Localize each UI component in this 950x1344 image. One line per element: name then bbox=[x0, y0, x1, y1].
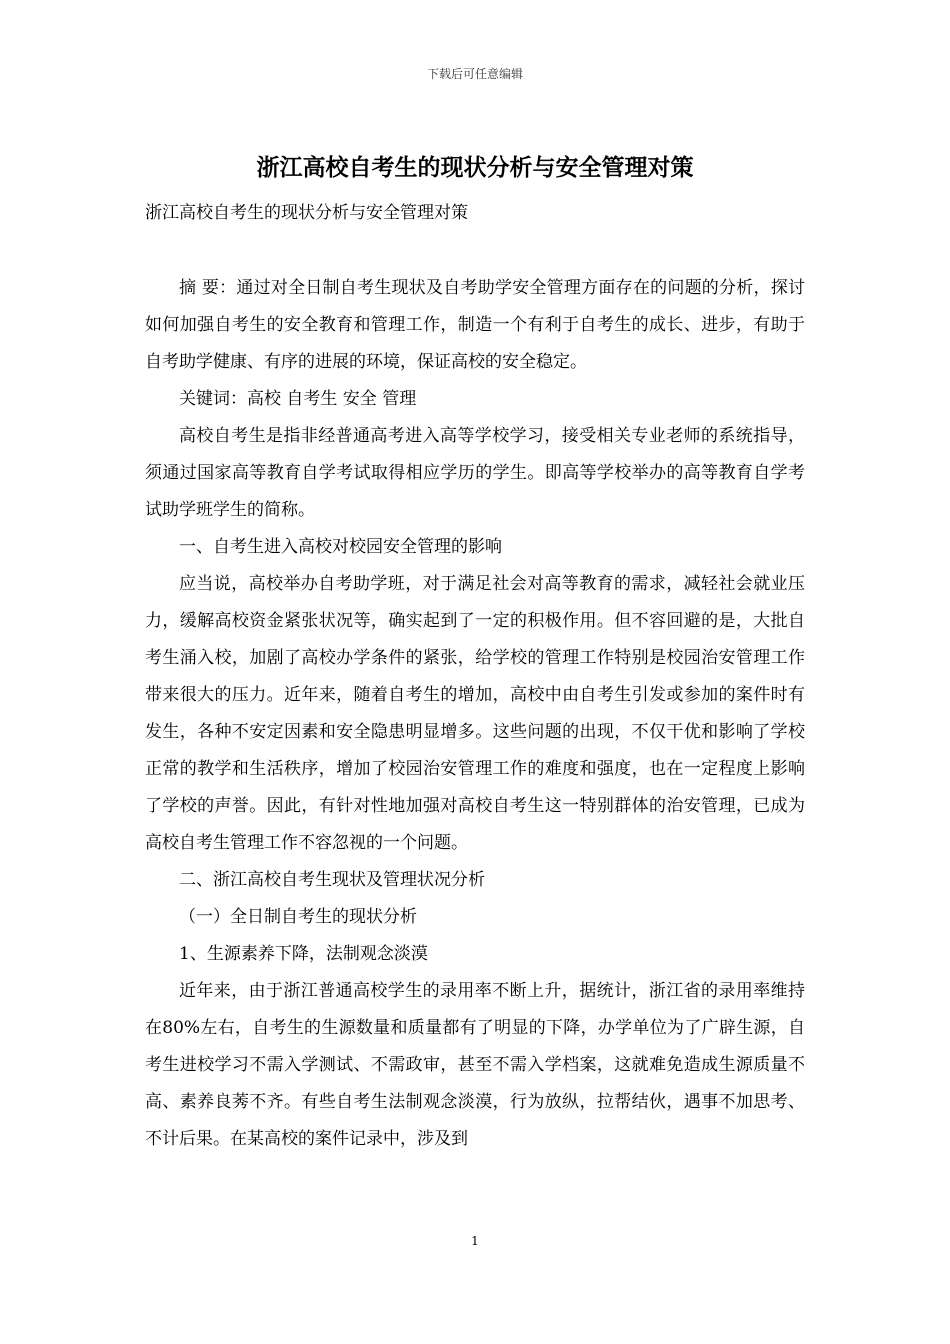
section-heading-2: 二、浙江高校自考生现状及管理状况分析 bbox=[179, 870, 485, 890]
section-heading-1: 一、自考生进入高校对校园安全管理的影响 bbox=[179, 537, 502, 557]
impact-paragraph: 应当说，高校举办自考助学班，对于满足社会对高等教育的需求，减轻社会就业压力，缓解高校资金紧张状况等，确实起到了一定的积极作用。但不容回避的是，大批自考生涌入校，加剧了高校办学条件的紧张，给学校的管理工作特别是校园治安管理工作带来很大的压力。近年来，随着自考生的增加，高校中由自考生引发或参加的案件时有发生，各种不安定因素和安全隐患明显增多。这些问题的出现，不仅干优和影响了学校正常的教学和生活秩序，增加了校园治安管理工作的难度和强度，也在一定程度上影响了学校的声誉。因此，有针对性地加强对高校自考生这一特别群体的治安管理，已成为高校自考生管理工作不容忽视的一个问题。 bbox=[145, 574, 805, 853]
document-body bbox=[145, 270, 805, 1158]
source-quality-paragraph: 近年来，由于浙江普通高校学生的录用率不断上升，据统计，浙江省的录用率维持在80%左右，自考生的生源数量和质量都有了明显的下降，办学单位为了广辟生源，自考生进校学习不需入学测试、不需政审，甚至不需入学档案，这就难免造成生源质量不高、素养良莠不齐。有些自考生法制观念淡漠，行为放纵，拉帮结伙，遇事不加思考、不计后果。在某高校的案件记录中，涉及到 bbox=[145, 981, 805, 1149]
header-note: 下载后可任意编辑 bbox=[426, 67, 523, 81]
point-heading-1: 1、生源素养下降，法制观念淡漠 bbox=[179, 944, 428, 964]
page-number: 1 bbox=[471, 1234, 479, 1248]
document-title: 浙江高校自考生的现状分析与安全管理对策 bbox=[256, 154, 694, 181]
abstract-paragraph: 摘 要：通过对全日制自考生现状及自考助学安全管理方面存在的问题的分析，探讨如何加强自考生的安全教育和管理工作，制造一个有利于自考生的成长、进步，有助于自考助学健康、有序的进展的环境，保证高校的安全稳定。 bbox=[145, 278, 805, 372]
definition-paragraph: 高校自考生是指非经普通高考进入高等学校学习，接受相关专业老师的系统指导，须通过国家高等教育自学考试取得相应学历的学生。即高等学校举办的高等教育自学考试助学班学生的简称。 bbox=[145, 426, 805, 520]
document-subtitle: 浙江高校自考生的现状分析与安全管理对策 bbox=[145, 203, 468, 223]
subsection-heading-1: （一）全日制自考生的现状分析 bbox=[179, 907, 417, 927]
keywords-paragraph: 关键词：高校 自考生 安全 管理 bbox=[179, 389, 417, 409]
